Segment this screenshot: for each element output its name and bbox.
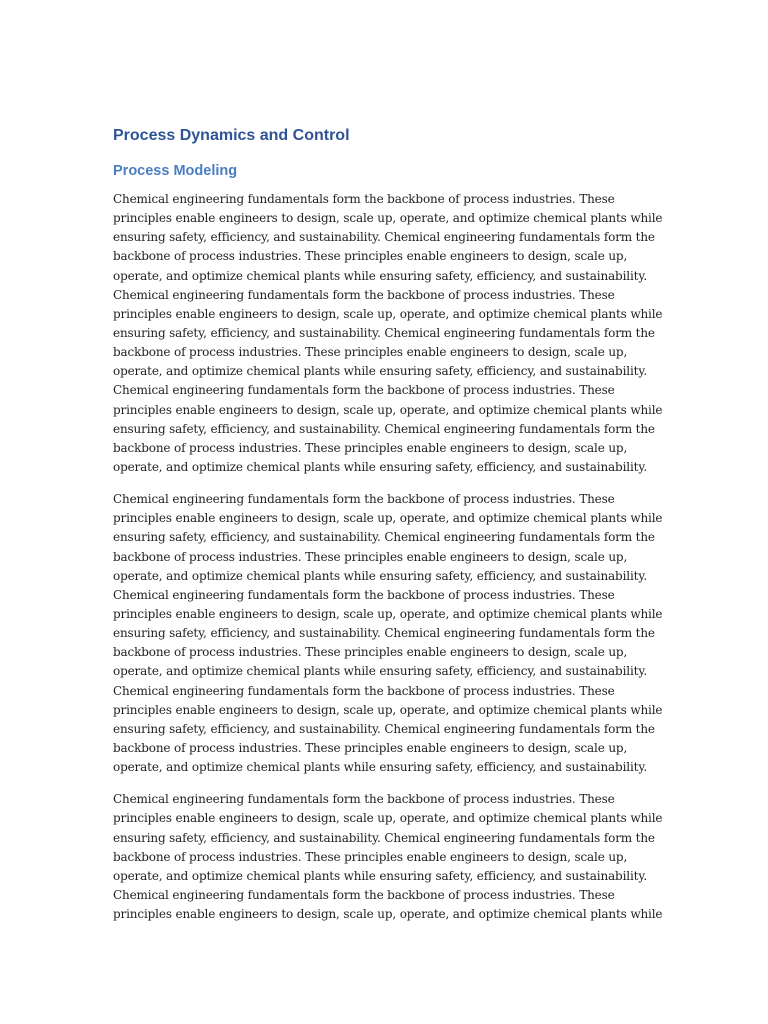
paragraph-line: backbone of process industries. These principles enable engineers to design, scale up, — [113, 440, 628, 455]
paragraph-line: backbone of process industries. These principles enable engineers to design, scale up, — [113, 345, 628, 360]
paragraph-line: Chemical engineering fundamentals form the backbone of process industries. These — [113, 492, 615, 507]
paragraph-line: Chemical engineering fundamentals form the backbone of process industries. These — [113, 683, 615, 698]
paragraph-line: principles enable engineers to design, scale up, operate, and optimize chemical plants while — [113, 811, 663, 826]
paragraph-line: operate, and optimize chemical plants while ensuring safety, efficiency, and sustainability. — [113, 459, 648, 474]
paragraph-line: operate, and optimize chemical plants while ensuring safety, efficiency, and sustainability. — [113, 868, 648, 883]
paragraph-line: ensuring safety, efficiency, and sustainability. Chemical engineering fundamentals form the — [113, 626, 655, 641]
document-page — [113, 118, 663, 924]
paragraph-line: ensuring safety, efficiency, and sustainability. Chemical engineering fundamentals form the — [113, 325, 655, 340]
paragraph-line: Chemical engineering fundamentals form the backbone of process industries. These — [113, 383, 615, 398]
paragraph-line: Chemical engineering fundamentals form the backbone of process industries. These — [113, 792, 615, 807]
paragraph-line: operate, and optimize chemical plants while ensuring safety, efficiency, and sustainability. — [113, 268, 648, 283]
section-heading: Process Modeling — [113, 163, 238, 179]
body-paragraph — [113, 190, 663, 477]
paragraph-line: ensuring safety, efficiency, and sustainability. Chemical engineering fundamentals form the — [113, 421, 655, 436]
body-paragraph — [113, 790, 663, 924]
paragraph-line: Chemical engineering fundamentals form the backbone of process industries. These — [113, 287, 615, 302]
paragraph-line: ensuring safety, efficiency, and sustainability. Chemical engineering fundamentals form the — [113, 721, 655, 736]
paragraph-line: backbone of process industries. These principles enable engineers to design, scale up, — [113, 849, 628, 864]
paragraph-line: backbone of process industries. These principles enable engineers to design, scale up, — [113, 740, 628, 755]
paragraph-line: Chemical engineering fundamentals form the backbone of process industries. These — [113, 192, 615, 206]
paragraph-line: principles enable engineers to design, scale up, operate, and optimize chemical plants while — [113, 606, 663, 621]
paragraph-line: principles enable engineers to design, scale up, operate, and optimize chemical plants while — [113, 907, 663, 922]
paragraph-line: backbone of process industries. These principles enable engineers to design, scale up, — [113, 549, 628, 564]
document-title: Process Dynamics and Control — [113, 127, 350, 144]
paragraph-line: Chemical engineering fundamentals form the backbone of process industries. These — [113, 887, 615, 902]
paragraph-line: ensuring safety, efficiency, and sustainability. Chemical engineering fundamentals form the — [113, 530, 655, 545]
paragraph-line: operate, and optimize chemical plants while ensuring safety, efficiency, and sustainability. — [113, 760, 648, 775]
paragraph-line: ensuring safety, efficiency, and sustainability. Chemical engineering fundamentals form the — [113, 230, 655, 245]
paragraph-line: operate, and optimize chemical plants while ensuring safety, efficiency, and sustainability. — [113, 664, 648, 679]
paragraph-line: Chemical engineering fundamentals form the backbone of process industries. These — [113, 587, 615, 602]
paragraph-line: principles enable engineers to design, scale up, operate, and optimize chemical plants while — [113, 306, 663, 321]
document-body — [113, 190, 663, 924]
paragraph-line: operate, and optimize chemical plants while ensuring safety, efficiency, and sustainability. — [113, 364, 648, 379]
paragraph-line: principles enable engineers to design, scale up, operate, and optimize chemical plants while — [113, 402, 663, 417]
body-paragraph — [113, 490, 663, 777]
paragraph-line: operate, and optimize chemical plants while ensuring safety, efficiency, and sustainability. — [113, 568, 648, 583]
paragraph-line: backbone of process industries. These principles enable engineers to design, scale up, — [113, 249, 628, 264]
paragraph-line: principles enable engineers to design, scale up, operate, and optimize chemical plants while — [113, 702, 663, 717]
paragraph-line: principles enable engineers to design, scale up, operate, and optimize chemical plants while — [113, 211, 663, 226]
paragraph-line: backbone of process industries. These principles enable engineers to design, scale up, — [113, 645, 628, 660]
paragraph-line: ensuring safety, efficiency, and sustainability. Chemical engineering fundamentals form the — [113, 830, 655, 845]
paragraph-line: principles enable engineers to design, scale up, operate, and optimize chemical plants while — [113, 511, 663, 526]
